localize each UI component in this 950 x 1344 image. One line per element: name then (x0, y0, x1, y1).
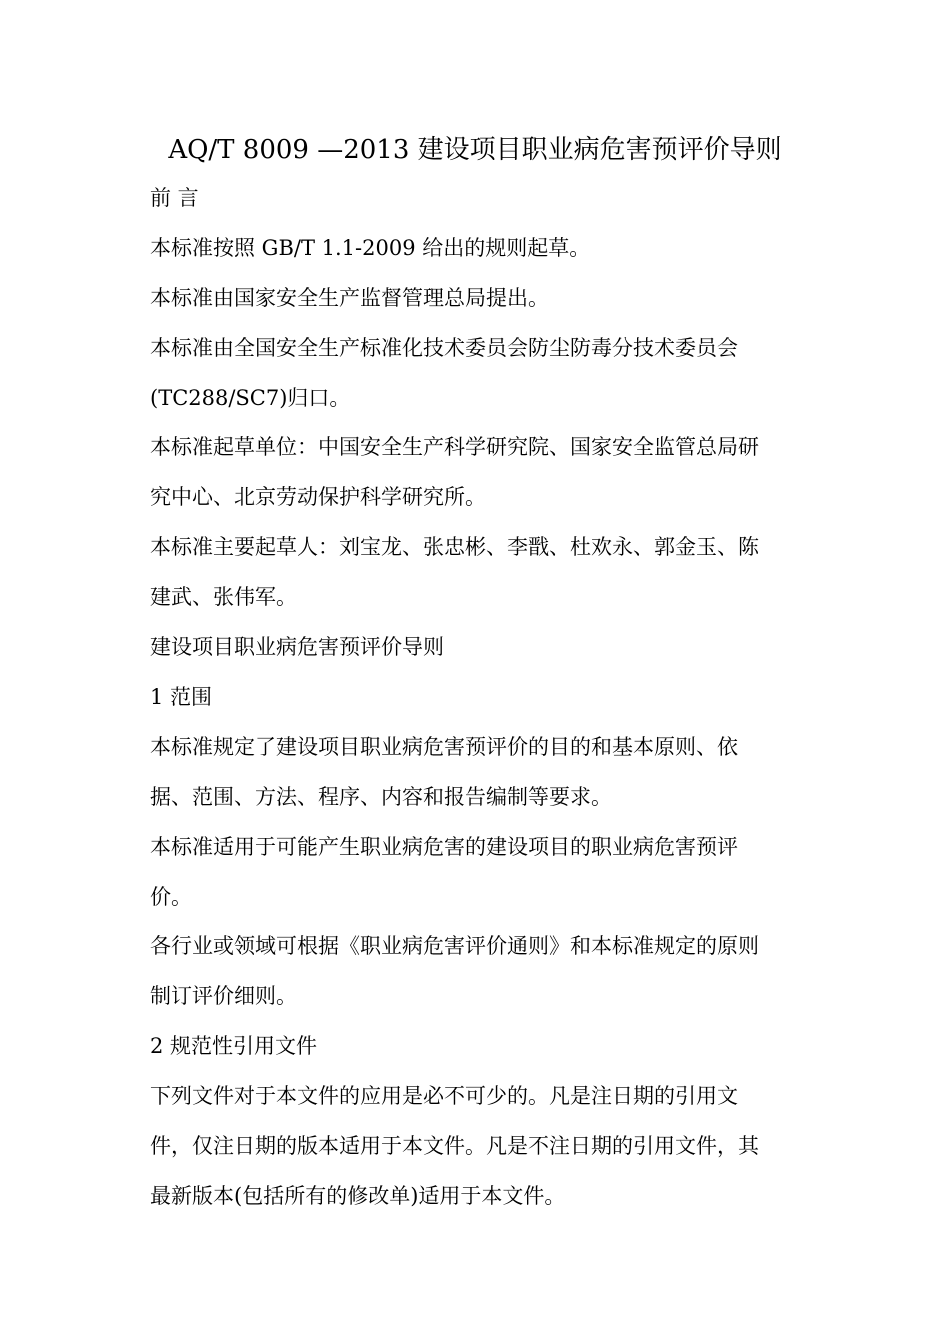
paragraph-line: 究中心、北京劳动保护科学研究所。 (150, 485, 486, 509)
section-heading-references: 2 规范性引用文件 (150, 1034, 318, 1058)
section-heading: 建设项目职业病危害预评价导则 (150, 635, 444, 659)
paragraph-line: 本标准主要起草人：刘宝龙、张忠彬、李戬、杜欢永、郭金玉、陈 (150, 535, 759, 559)
paragraph-line: 各行业或领域可根据《职业病危害评价通则》和本标准规定的原则 (150, 934, 759, 958)
section-heading-scope: 1 范围 (150, 685, 213, 709)
paragraph-line: 件，仅注日期的版本适用于本文件。凡是不注日期的引用文件，其 (150, 1134, 759, 1158)
paragraph-line: (TC288/SC7)归口。 (150, 386, 351, 410)
paragraph-line: 本标准由全国安全生产标准化技术委员会防尘防毒分技术委员会 (150, 336, 738, 360)
paragraph-line: 本标准适用于可能产生职业病危害的建设项目的职业病危害预评 (150, 835, 738, 859)
paragraph-line: 本标准规定了建设项目职业病危害预评价的目的和基本原则、依 (150, 735, 738, 759)
paragraph-line: 价。 (150, 885, 192, 909)
paragraph-line: 本标准由国家安全生产监督管理总局提出。 (150, 286, 549, 310)
paragraph-line: 本标准按照 GB/T 1.1-2009 给出的规则起草。 (150, 236, 591, 260)
paragraph-line: 建武、张伟军。 (150, 585, 297, 609)
paragraph-line: 本标准起草单位：中国安全生产科学研究院、国家安全监管总局研 (150, 435, 759, 459)
paragraph-line: 制订评价细则。 (150, 984, 297, 1008)
preface-heading: 前 言 (150, 186, 199, 210)
paragraph-line: 下列文件对于本文件的应用是必不可少的。凡是注日期的引用文 (150, 1084, 738, 1108)
paragraph-line: 最新版本(包括所有的修改单)适用于本文件。 (150, 1184, 566, 1208)
paragraph-line: 据、范围、方法、程序、内容和报告编制等要求。 (150, 785, 612, 809)
document-title: AQ/T 8009 —2013 建设项目职业病危害预评价导则 (168, 135, 782, 165)
